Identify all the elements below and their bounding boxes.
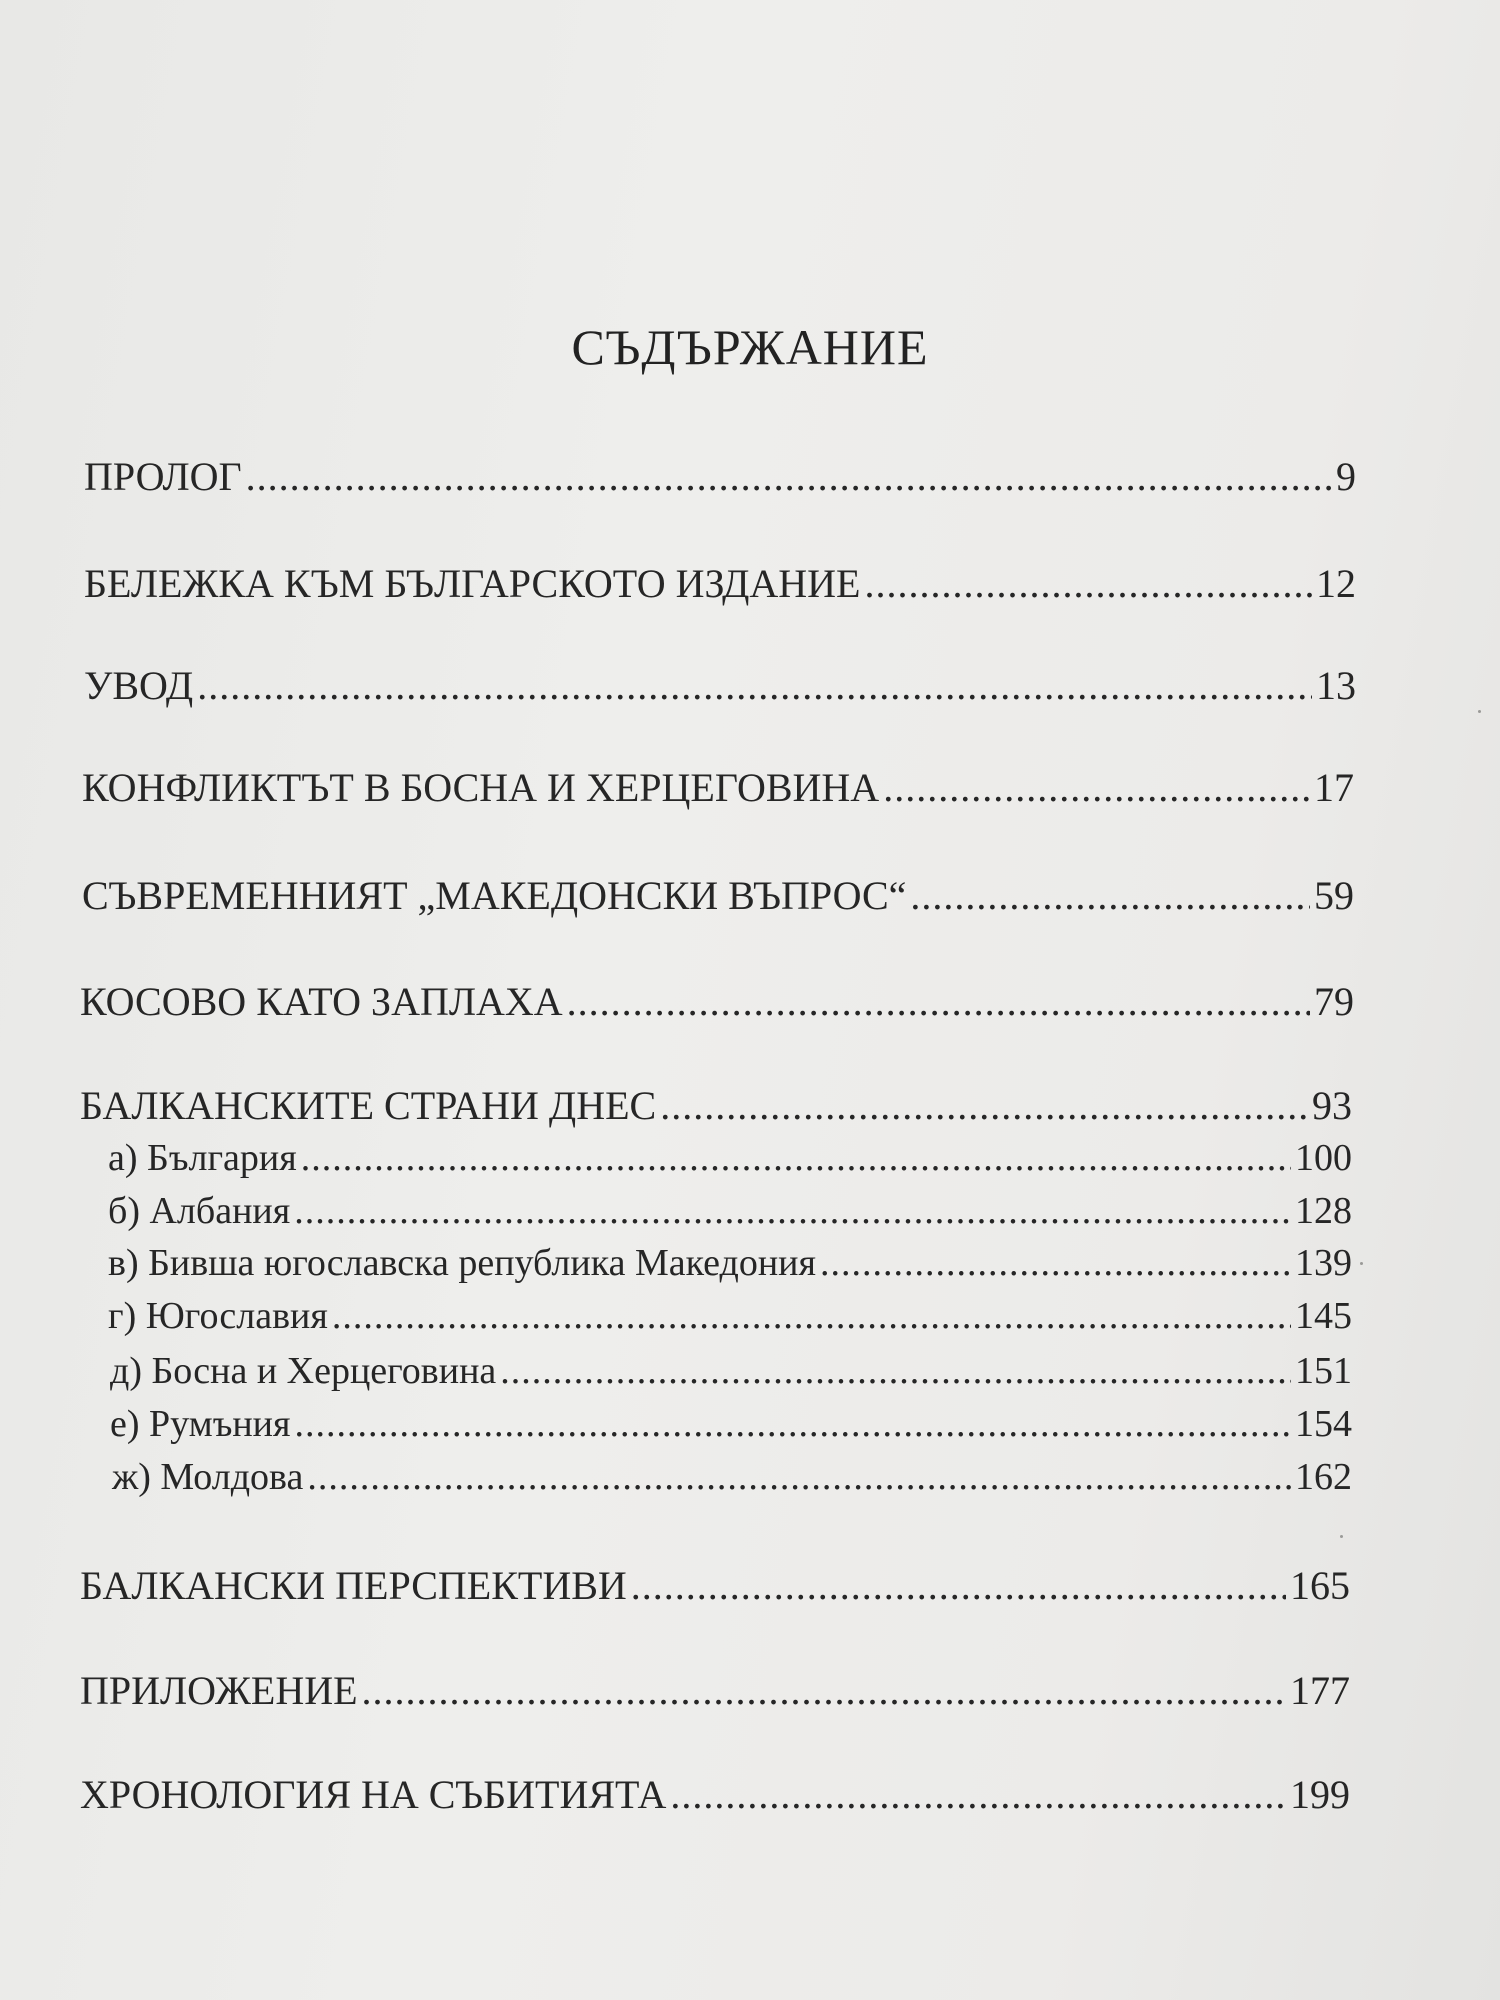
toc-entry-label: б) Албания	[108, 1190, 291, 1232]
toc-entry-page: 93	[1312, 1083, 1352, 1128]
dot-leader	[362, 1667, 1286, 1715]
dot-leader	[197, 662, 1312, 710]
toc-entry-balkan-perspectives	[80, 1562, 1350, 1610]
dot-leader	[864, 560, 1312, 608]
toc-subentry-moldova	[112, 1455, 1352, 1499]
toc-entry-chronology	[80, 1771, 1350, 1819]
toc-entry-page: 199	[1290, 1772, 1350, 1817]
toc-entry-page: 139	[1295, 1242, 1352, 1284]
toc-subentry-romania	[110, 1402, 1352, 1446]
toc-subentry-albania	[108, 1189, 1352, 1233]
toc-entry-note	[84, 560, 1356, 608]
toc-subentry-yugoslavia	[108, 1294, 1352, 1338]
toc-entry-page: 100	[1295, 1137, 1352, 1179]
toc-entry-label: д) Босна и Херцеговина	[110, 1350, 497, 1392]
dot-leader	[301, 1136, 1291, 1180]
toc-entry-page: 151	[1295, 1350, 1352, 1392]
toc-entry-label: КОНФЛИКТЪТ В БОСНА И ХЕРЦЕГОВИНА	[82, 765, 880, 810]
toc-entry-page: 165	[1290, 1563, 1350, 1608]
toc-entry-label: г) Югославия	[108, 1295, 328, 1337]
toc-entry-appendix	[80, 1667, 1350, 1715]
paper-speck	[1340, 1535, 1343, 1538]
dot-leader	[820, 1241, 1291, 1285]
toc-entry-label: ПРОЛОГ	[84, 454, 242, 499]
dot-leader	[660, 1082, 1308, 1130]
toc-entry-label: ПРИЛОЖЕНИЕ	[80, 1668, 358, 1713]
toc-entry-prologue	[84, 453, 1356, 501]
toc-entry-page: 12	[1316, 561, 1356, 606]
dot-leader	[567, 978, 1310, 1026]
toc-entry-macedonian-question	[82, 872, 1354, 920]
toc-subentry-macedonia	[108, 1241, 1352, 1285]
dot-leader	[294, 1189, 1291, 1233]
toc-entry-page: 17	[1314, 765, 1354, 810]
toc-entry-page: 59	[1314, 873, 1354, 918]
dot-leader	[295, 1402, 1292, 1446]
dot-leader	[670, 1771, 1286, 1819]
toc-entry-balkan-countries	[80, 1082, 1352, 1130]
toc-entry-label: БАЛКАНСКИ ПЕРСПЕКТИВИ	[80, 1563, 627, 1608]
page-title: СЪДЪРЖАНИЕ	[571, 319, 929, 375]
toc-subentry-bulgaria	[108, 1136, 1352, 1180]
toc-entry-kosovo	[80, 978, 1354, 1026]
dot-leader	[883, 764, 1310, 812]
paper-speck	[1478, 710, 1481, 713]
dot-leader	[500, 1349, 1291, 1393]
toc-entry-bosnia-conflict	[82, 764, 1354, 812]
dot-leader	[631, 1562, 1286, 1610]
toc-entry-page: 154	[1295, 1403, 1352, 1445]
toc-entry-label: а) България	[108, 1137, 297, 1179]
toc-entry-introduction	[84, 662, 1356, 710]
toc-entry-page: 145	[1295, 1295, 1352, 1337]
toc-subentry-bosnia	[110, 1349, 1352, 1393]
toc-entry-page: 128	[1295, 1190, 1352, 1232]
dot-leader	[332, 1294, 1291, 1338]
toc-entry-page: 162	[1295, 1456, 1352, 1498]
toc-entry-page: 9	[1336, 454, 1356, 499]
toc-entry-label: БАЛКАНСКИТЕ СТРАНИ ДНЕС	[80, 1083, 657, 1128]
dot-leader	[910, 872, 1310, 920]
toc-entry-label: БЕЛЕЖКА КЪМ БЪЛГАРСКОТО ИЗДАНИЕ	[84, 561, 861, 606]
dot-leader	[246, 453, 1332, 501]
toc-entry-label: СЪВРЕМЕННИЯТ „МАКЕДОНСКИ ВЪПРОС“	[82, 873, 907, 918]
toc-entry-page: 13	[1316, 663, 1356, 708]
toc-entry-label: ХРОНОЛОГИЯ НА СЪБИТИЯТА	[80, 1772, 667, 1817]
toc-entry-page: 177	[1290, 1668, 1350, 1713]
paper-speck	[1360, 1262, 1363, 1265]
toc-entry-label: КОСОВО КАТО ЗАПЛАХА	[80, 979, 563, 1024]
dot-leader	[307, 1455, 1291, 1499]
toc-entry-page: 79	[1314, 979, 1354, 1024]
toc-entry-label: ж) Молдова	[112, 1456, 304, 1498]
toc-entry-label: в) Бивша югославска република Македония	[108, 1242, 816, 1284]
toc-entry-label: е) Румъния	[110, 1403, 291, 1445]
toc-entry-label: УВОД	[84, 663, 194, 708]
